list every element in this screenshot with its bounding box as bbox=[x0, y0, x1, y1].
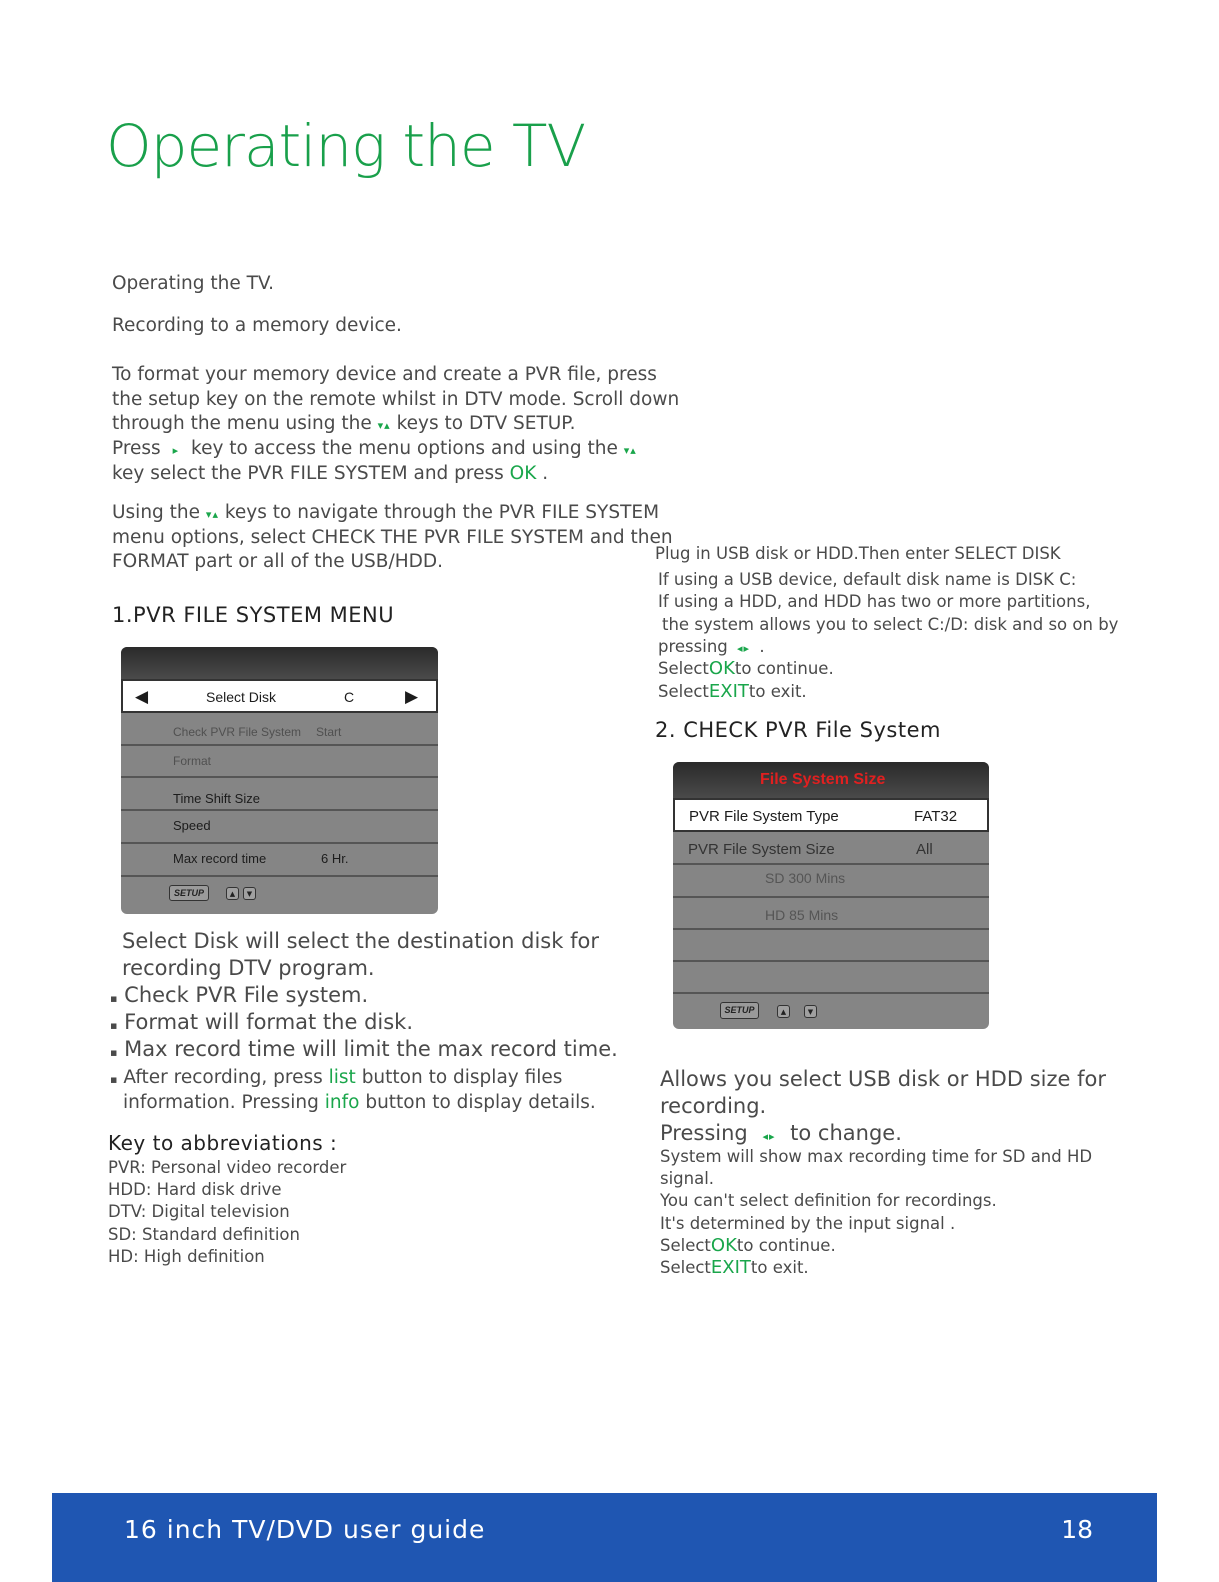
system-line4: It's determined by the input signal . bbox=[660, 1214, 956, 1233]
menu-title: File System Size bbox=[760, 771, 886, 788]
left-arrow-icon[interactable]: ◀ bbox=[135, 687, 149, 706]
format-para-line2: the setup key on the remote whilst in DTV mode. Scroll down bbox=[112, 389, 680, 410]
file-system-size-menu bbox=[673, 762, 989, 1029]
setup-key-icon: SETUP bbox=[169, 885, 209, 901]
navigate-para-line3: FORMAT part or all of the USB/HDD. bbox=[112, 551, 443, 572]
sd-mins-row bbox=[673, 865, 989, 898]
hd-mins-row bbox=[673, 898, 989, 930]
bullet-after-recording-line2: information. Pressing info button to display details. bbox=[123, 1092, 596, 1113]
footer-title: 16 inch TV/DVD user guide bbox=[124, 1515, 486, 1544]
menu-row-value: 6 Hr. bbox=[321, 851, 349, 866]
bullet-select-disk-line1: Select Disk will select the destination disk for bbox=[122, 929, 599, 953]
hd-mins-label: HD 85 Mins bbox=[765, 907, 839, 923]
plug-in-line4: the system allows you to select C:/D: disk and so on by bbox=[662, 615, 1119, 634]
format-para-line4: Press ▸ key to access the menu options and using the ▾▴ bbox=[112, 438, 637, 459]
intro-recording: Recording to a memory device. bbox=[112, 315, 402, 336]
abbr-pvr: PVR: Personal video recorder bbox=[108, 1158, 347, 1177]
menu-row-value: Start bbox=[316, 725, 342, 739]
menu-row-label: Check PVR File System bbox=[173, 725, 302, 739]
menu-row-label: Speed bbox=[173, 818, 211, 833]
select-exit-line: SelectEXITto exit. bbox=[658, 681, 807, 702]
file-system-type-row[interactable] bbox=[673, 798, 989, 832]
select-disk-value: C bbox=[344, 689, 355, 705]
menu-row-label: Format bbox=[173, 754, 212, 768]
system-line2: signal. bbox=[660, 1169, 715, 1188]
down-up-arrows-icon: ▾▴ bbox=[205, 508, 219, 521]
menu-row-speed[interactable] bbox=[121, 811, 438, 844]
navigate-para-line1: Using the ▾▴ keys to navigate through the PVR FILE SYSTEM bbox=[112, 502, 660, 523]
menu-header-bar bbox=[673, 762, 989, 798]
plug-in-line3: If using a HDD, and HDD has two or more partitions, bbox=[658, 592, 1091, 611]
abbr-dtv: DTV: Digital television bbox=[108, 1202, 290, 1221]
bullet-after-recording-line1: ▪ After recording, press list button to display files bbox=[110, 1067, 563, 1088]
file-system-type-value: FAT32 bbox=[914, 808, 958, 825]
menu-row-label: Time Shift Size bbox=[173, 791, 260, 806]
select-disk-label: Select Disk bbox=[206, 689, 277, 705]
bullet-format: ▪ Format will format the disk. bbox=[110, 1010, 414, 1034]
format-para-line1: To format your memory device and create a PVR file, press bbox=[112, 364, 657, 385]
right-arrow-icon: ▸ bbox=[172, 444, 180, 457]
empty-row bbox=[673, 930, 989, 962]
ok-key-label: OK bbox=[509, 463, 537, 484]
system-line1: System will show max recording time for SD and HD bbox=[660, 1147, 1093, 1166]
format-para-line3: through the menu using the ▾▴ keys to DTV SETUP. bbox=[112, 413, 576, 434]
bullet-check-pvr: ▪ Check PVR File system. bbox=[110, 983, 369, 1007]
down-key-icon: ▼ bbox=[804, 1005, 817, 1018]
menu-row-label: Max record time bbox=[173, 851, 267, 866]
pvr-file-system-menu bbox=[121, 647, 438, 914]
down-up-arrows-icon: ▾▴ bbox=[377, 419, 391, 432]
system-line3: You can't select definition for recordings. bbox=[660, 1191, 997, 1210]
menu-row-time-shift-size[interactable] bbox=[121, 778, 438, 811]
pressing-line: Pressing ◂▸ to change. bbox=[660, 1121, 902, 1145]
allows-line2: recording. bbox=[660, 1094, 767, 1118]
file-system-type-label: PVR File System Type bbox=[689, 808, 839, 825]
abbr-sd: SD: Standard definition bbox=[108, 1225, 300, 1244]
up-key-icon: ▲ bbox=[777, 1005, 790, 1018]
bullet-icon: ▪ bbox=[110, 992, 118, 1005]
menu-header-bar bbox=[121, 647, 438, 679]
exit-key-label: EXIT bbox=[710, 1257, 751, 1278]
select-ok-line: SelectOKto continue. bbox=[658, 658, 834, 679]
menu-row-check-pvr[interactable] bbox=[121, 713, 438, 746]
info-key-label: info bbox=[324, 1092, 360, 1113]
up-key-icon: ▲ bbox=[226, 887, 239, 900]
down-up-arrows-icon: ▾▴ bbox=[623, 444, 637, 457]
abbreviations-heading: Key to abbreviations : bbox=[108, 1131, 338, 1155]
intro-operating: Operating the TV. bbox=[112, 273, 275, 294]
bullet-icon: ▪ bbox=[110, 1019, 118, 1032]
sd-mins-label: SD 300 Mins bbox=[765, 870, 846, 886]
bullet-max-record: ▪ Max record time will limit the max record time. bbox=[110, 1037, 618, 1061]
left-right-arrows-icon: ◂▸ bbox=[737, 642, 751, 655]
right-arrow-icon[interactable]: ▶ bbox=[405, 687, 419, 706]
footer-bar bbox=[52, 1493, 1157, 1582]
section-heading-pvr-menu: 1.PVR FILE SYSTEM MENU bbox=[112, 603, 395, 627]
bullet-icon: ▪ bbox=[110, 1073, 118, 1086]
plug-in-line5: pressing ◂▸ . bbox=[658, 637, 765, 656]
select-ok-line-2: SelectOKto continue. bbox=[660, 1235, 836, 1256]
file-system-size-value: All bbox=[916, 841, 933, 858]
page-number: 18 bbox=[1061, 1515, 1093, 1544]
allows-line1: Allows you select USB disk or HDD size for bbox=[660, 1067, 1106, 1091]
down-key-icon: ▼ bbox=[243, 887, 256, 900]
file-system-size-row[interactable] bbox=[673, 832, 989, 865]
bullet-icon: ▪ bbox=[110, 1046, 118, 1059]
empty-row bbox=[673, 962, 989, 994]
ok-key-label: OK bbox=[710, 1235, 737, 1256]
left-right-arrows-icon: ◂▸ bbox=[762, 1130, 776, 1143]
select-exit-line-2: SelectEXITto exit. bbox=[660, 1257, 809, 1278]
section-heading-check-pvr: 2. CHECK PVR File System bbox=[655, 718, 941, 742]
select-disk-row[interactable] bbox=[121, 679, 438, 713]
menu-row-format[interactable] bbox=[121, 746, 438, 778]
plug-in-line1: Plug in USB disk or HDD.Then enter SELECT DISK bbox=[655, 544, 1061, 563]
navigate-para-line2: menu options, select CHECK THE PVR FILE SYSTEM and then bbox=[112, 527, 673, 548]
setup-key-icon: SETUP bbox=[720, 1002, 759, 1019]
page-title: Operating the TV bbox=[106, 112, 586, 180]
abbr-hdd: HDD: Hard disk drive bbox=[108, 1180, 282, 1199]
abbr-hd: HD: High definition bbox=[108, 1247, 265, 1266]
file-system-size-label: PVR File System Size bbox=[688, 841, 835, 858]
plug-in-line2: If using a USB device, default disk name is DISK C: bbox=[658, 570, 1077, 589]
menu-row-max-record-time[interactable] bbox=[121, 844, 438, 877]
bullet-select-disk-line2: recording DTV program. bbox=[122, 956, 375, 980]
list-key-label: list bbox=[328, 1067, 356, 1088]
exit-key-label: EXIT bbox=[708, 681, 749, 702]
format-para-line5: key select the PVR FILE SYSTEM and press OK . bbox=[112, 463, 549, 484]
ok-key-label: OK bbox=[708, 658, 735, 679]
